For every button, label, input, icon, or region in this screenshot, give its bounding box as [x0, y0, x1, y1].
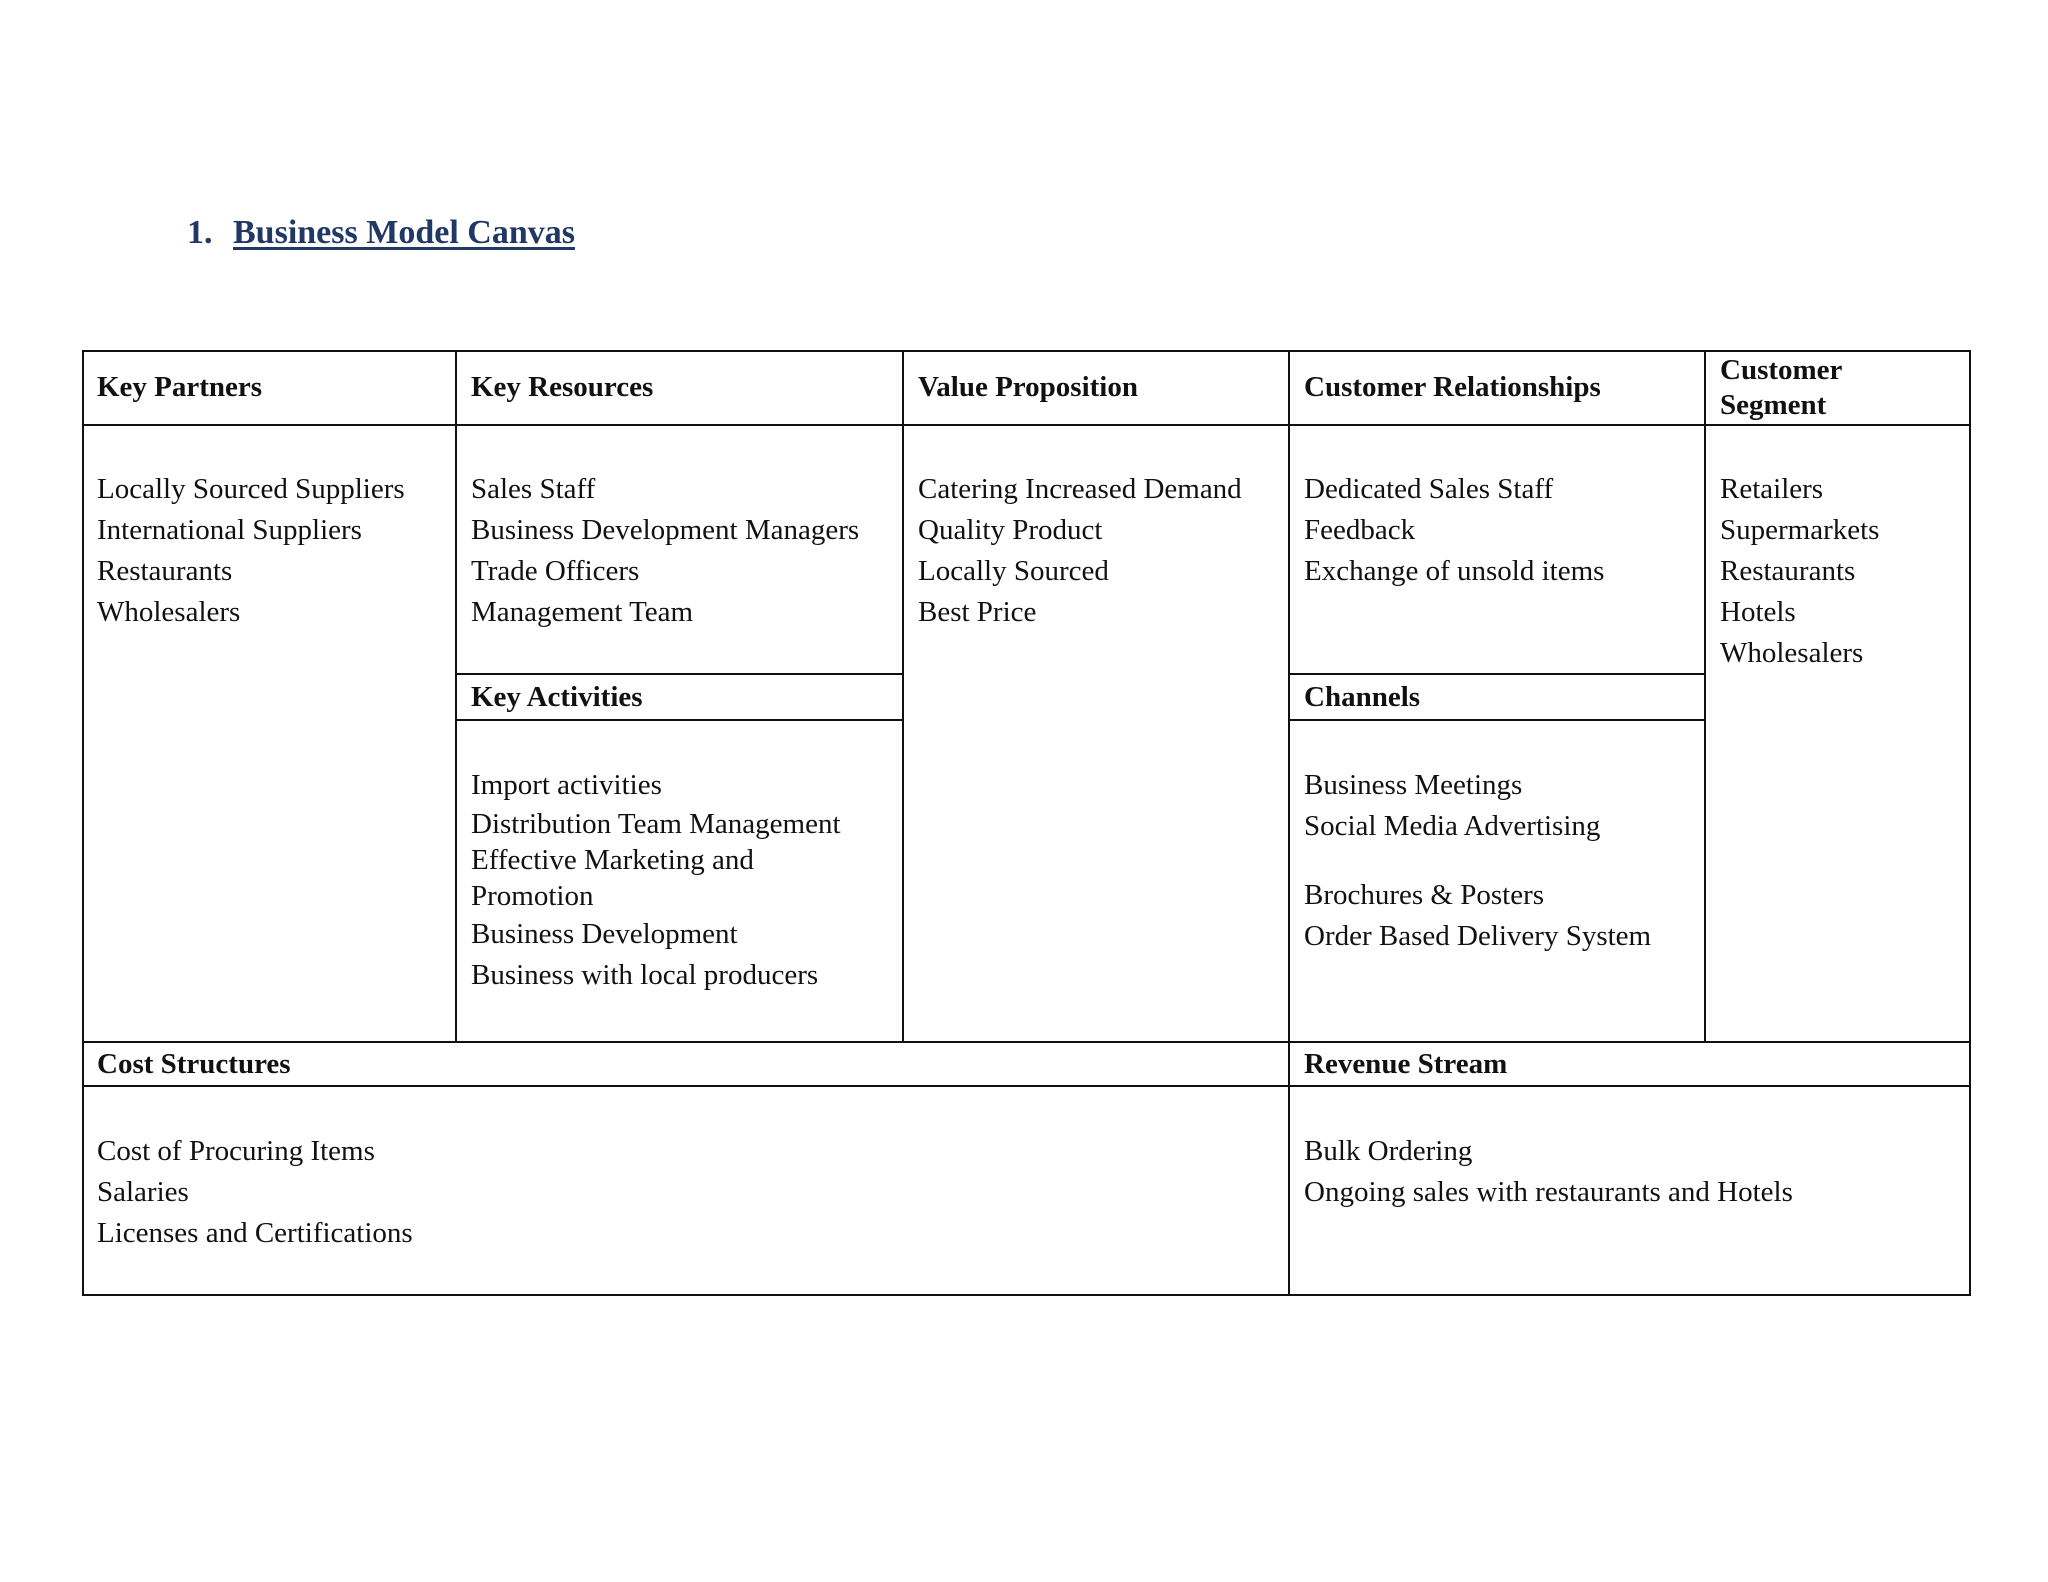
- customer-segment-title-line1: Customer: [1720, 354, 1843, 386]
- cost-structures-title: Cost Structures: [97, 1048, 291, 1080]
- word: Marketing: [583, 844, 705, 876]
- key-partners-title: Key Partners: [97, 371, 263, 403]
- list-item: Exchange of unsold items: [1304, 555, 1605, 587]
- list-item: Wholesalers: [1720, 637, 1864, 669]
- word: and: [712, 844, 754, 876]
- value-proposition-title: Value Proposition: [918, 371, 1138, 403]
- list-item: Licenses and Certifications: [97, 1217, 413, 1249]
- key-resources-title: Key Resources: [471, 371, 654, 403]
- section-title: Business Model Canvas: [233, 214, 575, 251]
- list-item: Import activities: [471, 769, 662, 801]
- key-activities-list: [471, 765, 901, 996]
- list-item: International Suppliers: [97, 514, 362, 546]
- word: Effective: [471, 844, 577, 876]
- list-item: Locally Sourced Suppliers: [97, 473, 405, 505]
- section-heading: [187, 214, 575, 252]
- list-item: Locally Sourced: [918, 555, 1109, 587]
- customer-relationships-list: [1304, 469, 1604, 592]
- list-item: Bulk Ordering: [1304, 1135, 1473, 1167]
- list-item: Retailers: [1720, 473, 1824, 505]
- list-item: Distribution Team Management: [471, 808, 841, 840]
- list-item: Order Based Delivery System: [1304, 920, 1652, 952]
- channels-title: Channels: [1304, 681, 1421, 713]
- list-item: Business Meetings: [1304, 769, 1523, 801]
- list-item-continuation: Promotion: [471, 880, 594, 912]
- customer-relationships-title: Customer Relationships: [1304, 371, 1601, 403]
- key-activities-title: Key Activities: [471, 681, 643, 713]
- list-item-justified: [471, 842, 901, 878]
- list-item: Business with local producers: [471, 959, 819, 991]
- list-item: Management Team: [471, 596, 694, 628]
- value-proposition-list: [918, 469, 1242, 633]
- list-item: Dedicated Sales Staff: [1304, 473, 1554, 505]
- key-resources-list: [471, 469, 859, 633]
- cost-structures-list: [97, 1131, 413, 1254]
- list-item: Restaurants: [97, 555, 233, 587]
- list-item: Brochures & Posters: [1304, 879, 1545, 911]
- channels-list: [1304, 765, 1651, 957]
- customer-segment-list: [1720, 469, 1879, 674]
- customer-segment-title-line2: Segment: [1720, 389, 1827, 421]
- list-item: Quality Product: [918, 514, 1103, 546]
- list-item: Catering Increased Demand: [918, 473, 1242, 505]
- list-item: Supermarkets: [1720, 514, 1880, 546]
- list-item: Feedback: [1304, 514, 1416, 546]
- list-item: Cost of Procuring Items: [97, 1135, 375, 1167]
- customer-segment-title: [1720, 353, 1842, 423]
- list-item: Trade Officers: [471, 555, 640, 587]
- list-item: Social Media Advertising: [1304, 810, 1601, 842]
- list-item: Restaurants: [1720, 555, 1856, 587]
- business-model-canvas: [82, 350, 1971, 1296]
- list-item: Business Development Managers: [471, 514, 860, 546]
- list-item: Business Development: [471, 918, 738, 950]
- list-item: Salaries: [97, 1176, 189, 1208]
- list-item: Sales Staff: [471, 473, 596, 505]
- list-item: Hotels: [1720, 596, 1796, 628]
- list-item: Wholesalers: [97, 596, 241, 628]
- list-item: Ongoing sales with restaurants and Hotels: [1304, 1176, 1793, 1208]
- list-item: Best Price: [918, 596, 1037, 628]
- revenue-stream-title: Revenue Stream: [1304, 1048, 1508, 1080]
- section-number: 1.: [187, 214, 213, 251]
- revenue-stream-list: [1304, 1131, 1793, 1213]
- key-partners-list: [97, 469, 405, 633]
